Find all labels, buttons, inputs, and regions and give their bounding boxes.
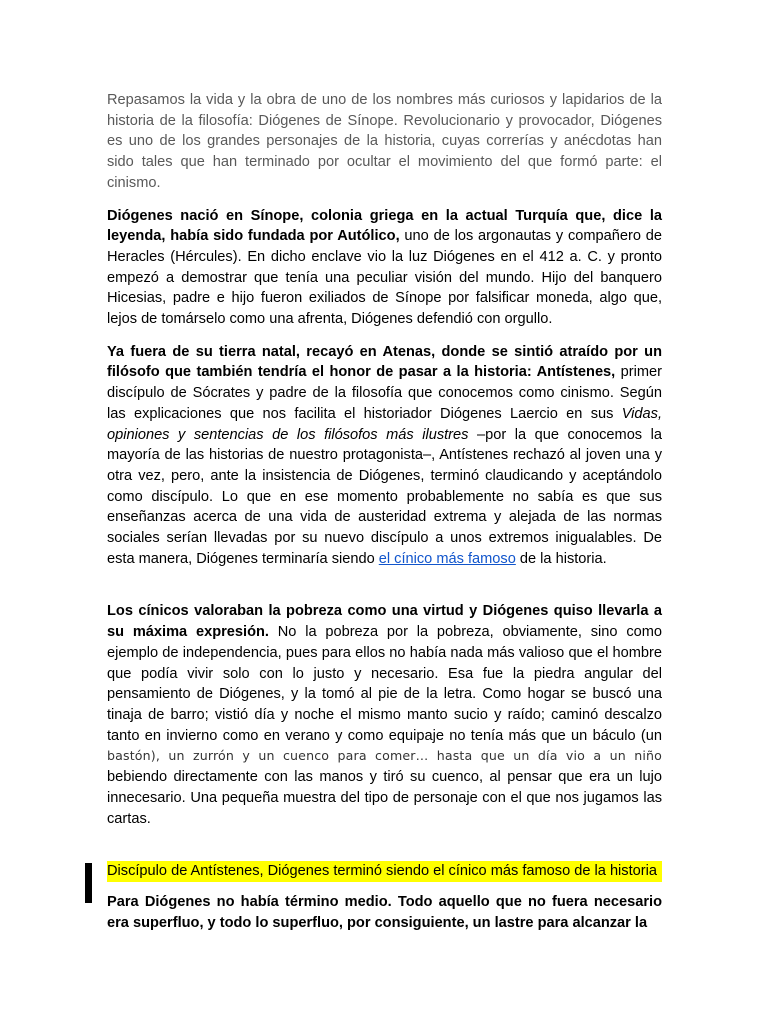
birth-lead: Diógenes nació en Sínope, colonia griega en la actual Turquía que, dice la leyenda, había sido fundada por Autólico,: [107, 207, 662, 245]
poverty-lead: Los cínicos valoraban la pobreza como una virtud y Diógenes quiso llevarla a su máxima expresión.: [107, 603, 662, 641]
athens-text-2: –por la que conocemos la mayoría de las historias de nuestro protagonista–, Antístenes rechazó al joven una y otra vez, pero, ante la insistencia de Diógenes, terminó claudicando y aceptándolo como discípulo. Lo que en ese momento probablemente no sabía es que sus enseñanzas acerca de una vida de austeridad extrema y alejada de las normas sociales serían llevadas por su nuevo discípulo a unos extremos inigualables. De esta manera, Diógenes terminaría siendo: [107, 426, 662, 567]
poverty-paragraph: [107, 601, 662, 829]
athens-lead: Ya fuera de su tierra natal, recayó en Atenas, donde se sintió atraído por un filósofo que también tendría el honor de pasar a la historia: Antístenes,: [107, 343, 662, 381]
pull-quote-text: Discípulo de Antístenes, Diógenes terminó siendo el cínico más famoso de la historia: [107, 861, 662, 882]
athens-text-1: primer discípulo de Sócrates y padre de la filosofía que conocemos como cinismo. Según las explicaciones que nos facilita el historiador Diógenes Laercio en sus: [107, 364, 662, 422]
article-body: [107, 90, 662, 933]
extreme-lead: Para Diógenes no había término medio. Todo aquello que no fuera necesario era superfluo, y todo lo superfluo, por consiguiente, un lastre para alcanzar la: [107, 893, 662, 931]
pull-quote: [107, 861, 662, 882]
extreme-paragraph: [107, 892, 662, 933]
pull-quote-paragraph: [107, 861, 662, 882]
athens-paragraph: [107, 342, 662, 570]
famous-cynic-link[interactable]: el cínico más famoso: [378, 550, 516, 567]
poverty-text-narrow: bastón), un zurrón y un cuenco para comer… hasta que un día vio a un niño: [107, 748, 662, 764]
book-title: Vidas, opiniones y sentencias de los filósofos más ilustres: [107, 405, 662, 443]
birth-paragraph: [107, 206, 662, 330]
quote-bar: [85, 863, 92, 903]
poverty-text-2: bebiendo directamente con las manos y tiró su cuenco, al pensar que era un lujo innecesario. Una pequeña muestra del tipo de personaje con el que nos jugamos las cartas.: [107, 769, 662, 827]
poverty-text-1: No la pobreza por la pobreza, obviamente, sino como ejemplo de independencia, pues para ellos no había nada más valioso que el hombre que podía vivir solo con lo justo y necesario. Esa fue la piedra angular del pensamiento de Diógenes, y la tomó al pie de la letra. Como hogar se buscó una tinaja de barro; vistió día y noche el mismo manto sucio y raído; caminó descalzo tanto en invierno como en verano y como equipaje no tenía más que un báculo (un: [107, 624, 663, 744]
intro-paragraph: Repasamos la vida y la obra de uno de los nombres más curiosos y lapidarios de la historia de la filosofía: Diógenes de Sínope. Revolucionario y provocador, Diógenes es uno de los grandes personajes de la historia, cuyas correrías y anécdotas han sido tales que han terminado por ocultar el movimiento del que formó parte: el cinismo.: [107, 92, 662, 191]
athens-text-3: de la historia.: [515, 550, 607, 567]
birth-text: uno de los argonautas y compañero de Heracles (Hércules). En dicho enclave vio la luz Diógenes en el 412 a. C. y pronto empezó a demostrar que tenía una peculiar visión del mundo. Hijo del banquero Hicesias, padre e hijo fueron exiliados de Sínope por falsificar moneda, algo que, lejos de tomárselo como una afrenta, Diógenes defendió con orgullo.: [107, 228, 663, 328]
